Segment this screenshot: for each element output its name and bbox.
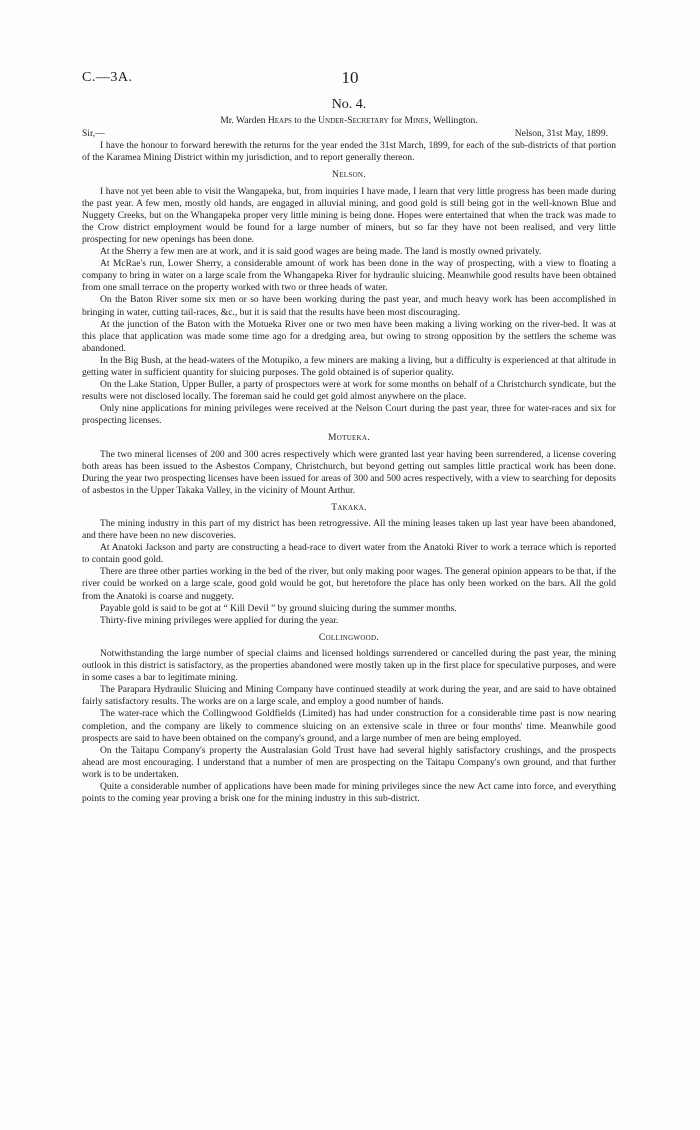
report-number: No. 4. bbox=[331, 97, 367, 112]
paragraph: On the Lake Station, Upper Buller, a party of prospectors were at work for some months on behalf of a Christchurch syndicate, but the results were not disclosed locally. The foreman said he could get gold almost anywhere on the place. bbox=[82, 379, 616, 403]
paragraph: At McRae's run, Lower Sherry, a considerable amount of work has been done in the way of prospecting, with a view to floating a company to bring in water on a large scale from the Whangapeka River for hydraulic sluicing. Meanwhile good results have been obtained from one small terrace on the property worked with two or three heads of water. bbox=[82, 258, 616, 294]
section-heading: Nelson. bbox=[332, 169, 366, 181]
place-date: Nelson, 31st May, 1899. bbox=[514, 128, 608, 140]
paragraph: The Parapara Hydraulic Sluicing and Mining Company have continued steadily at work during the year, and are said to have obtained fairly satisfactory results. The works are on a large scale, and employ a good number of hands. bbox=[82, 684, 616, 708]
section-takaka bbox=[82, 502, 616, 627]
paragraph: Notwithstanding the large number of special claims and licensed holdings surrendered or cancelled during the past year, the mining outlook in this district is satisfactory, as the properties abandoned were mostly taken up in the first place for speculative purposes, and were in some cases a bar to legitimate mining. bbox=[82, 647, 616, 684]
paragraph: Only nine applications for mining privileges were received at the Nelson Court during the past year, three for water-races and six for prospecting licenses. bbox=[82, 403, 616, 427]
salutation: Sir,— bbox=[82, 128, 105, 140]
paragraph: There are three other parties working in the bed of the river, but only making poor wages. The general opinion appears to be that, if the river could be worked on a large scale, good gold would be got, but heretofore the place has only been worked on the bars. All the gold from the Anatoki is coarse and nuggety. bbox=[82, 566, 616, 602]
section-heading: Collingwood. bbox=[318, 631, 380, 643]
section-motueka bbox=[82, 432, 616, 496]
paragraph: At Anatoki Jackson and party are constructing a head-race to divert water from the Anatoki River to work a terrace which is reported to contain good gold. bbox=[82, 542, 616, 566]
paragraph: At the Sherry a few men are at work, and it is said good wages are being made. The land is mostly owned privately. bbox=[100, 246, 542, 258]
paragraph: The mining industry in this part of my district has been retrogressive. All the mining leases taken up last year have been abandoned, and there have been no new discoveries. bbox=[82, 518, 616, 542]
section-nelson bbox=[82, 169, 616, 427]
paragraph: Payable gold is said to be got at “ Kill Devil ” by ground sluicing during the summer months. bbox=[100, 602, 457, 614]
paragraph: Quite a considerable number of applications have been made for mining privileges since the new Act came into force, and everything points to the coming year proving a brisk one for the mining industry in this sub-district. bbox=[82, 780, 616, 805]
paragraph: On the Baton River some six men or so have been working during the past year, and much heavy work has been accomplished in bringing in water, cutting tail-races, &c., but it is said that the results have been most discouraging. bbox=[82, 294, 616, 318]
paragraph: The water-race which the Collingwood Goldfields (Limited) has had under construction for a considerable time past is now nearing completion, and the company are likely to commence sluicing on an extensive scale in three or four months' time. Meanwhile good prospects are said to have been obtained on the company's ground, and a large number of men are being employed. bbox=[82, 708, 616, 744]
document-reference: C.—3A. bbox=[82, 70, 133, 85]
page-number: 10 bbox=[341, 68, 359, 87]
address-line bbox=[82, 128, 616, 140]
paragraph: I have not yet been able to visit the Wangapeka, but, from inquiries I have made, I learn that very little progress has been made during the past year. A few men, mostly old hands, are engaged in alluvial mining, and good gold is still being got in the well-known Blue and Nuggety Creeks, but on the Whangapeka proper very little mining is being done. Hopes were entertained that when the track was made to the Crow district employment would be found for a large number of miners, but so far they have not been realised, and very little prospecting for new openings has been done. bbox=[82, 185, 616, 245]
paragraph: At the junction of the Baton with the Motueka River one or two men have been making a living working on the river-bed. It was at this place that application was made some time ago for a dredging area, but owing to strong opposition by the settlers the scheme was abandoned. bbox=[82, 318, 616, 354]
paragraph: In the Big Bush, at the head-waters of the Motupiko, a few miners are making a living, but a difficulty is experienced at that altitude in getting water in sufficient quantity for sluicing purposes. The gold obtained is of superior quality. bbox=[82, 354, 616, 378]
paragraph: The two mineral licenses of 200 and 300 acres respectively which were granted last year having been surrendered, a license covering both areas has been issued to the Asbestos Company, Christchurch, but beyond getting out samples little practical work has been done. During the year two prospecting licenses have been issued for areas of 300 and 500 acres respectively, with a view to searching for deposits of asbestos in the Upper Takaka Valley, in the vicinity of Mount Arthur. bbox=[82, 448, 616, 496]
intro-paragraph: I have the honour to forward herewith the returns for the year ended the 31st March, 1899, for each of the sub-districts of that portion of the Karamea Mining District within my jurisdiction, and to report generally thereon. bbox=[82, 140, 616, 164]
report-title: Mr. Warden Heaps to the Under-Secretary for Mines, Wellington. bbox=[220, 115, 478, 127]
paragraph: On the Taitapu Company's property the Australasian Gold Trust have had several highly satisfactory crushings, and the prospects ahead are most encouraging. I understand that a number of men are prospecting on the Taitapu Company's own ground, and that further work is to be undertaken. bbox=[82, 744, 616, 780]
section-heading: Takaka. bbox=[331, 501, 367, 513]
section-heading: Motueka. bbox=[327, 432, 371, 444]
paragraph: Thirty-five mining privileges were applied for during the year. bbox=[100, 614, 339, 626]
section-collingwood bbox=[82, 632, 616, 805]
report-body bbox=[82, 96, 616, 805]
